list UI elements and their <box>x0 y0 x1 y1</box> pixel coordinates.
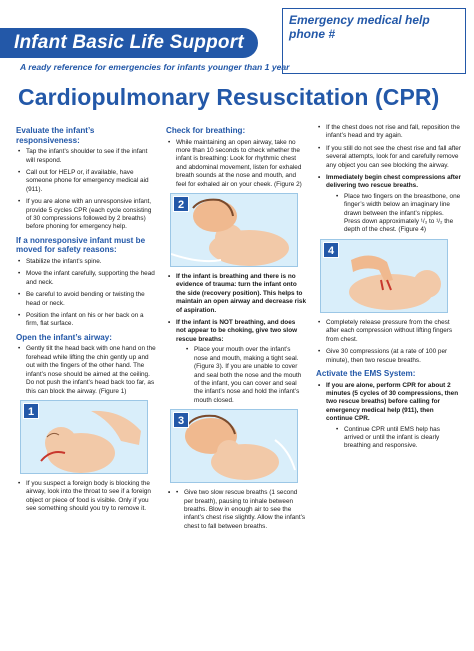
list-airway <box>16 345 156 395</box>
list-item: • If the infant is breathing and there is no evidence of trauma: turn the infant onto the side (recovery position). This helps to maintain an open airway and decrease risk of aspiration. <box>166 273 306 315</box>
chest-compression-illustration <box>321 240 448 313</box>
check-breathing-illustration <box>171 194 298 267</box>
list-chest-check <box>316 124 461 170</box>
list-compressions <box>316 174 461 235</box>
figure-3-rescue-breaths <box>170 409 298 483</box>
list-item: • Move the infant carefully, supporting the head and neck. <box>16 270 156 287</box>
figure-1-head-tilt <box>20 400 148 474</box>
list-ems <box>316 382 461 451</box>
list-item: • Place your mouth over the infant’s nose and mouth, making a tight seal. (Figure 3). If you are unable to cover and seal both the nose and the mouth of the infant, you can cover and seal the infant’s nose and hold the infant’s mouth closed. <box>184 346 306 405</box>
subtitle: A ready reference for emergencies for infants younger than 1 year <box>20 62 290 72</box>
list-item: • Be careful to avoid bending or twisting the head or neck. <box>16 291 156 308</box>
infant-head-tilt-illustration <box>21 401 148 474</box>
list-item-heading-text: Immediately begin chest compressions after delivering two rescue breaths. <box>326 174 461 190</box>
list-item-heading-text: If the infant is NOT breathing, and does not appear to be choking, give two slow rescue breaths: <box>176 319 298 343</box>
list-item: • Give 30 compressions (at a rate of 100 per minute), then two rescue breaths. <box>316 348 461 365</box>
list-item-heading <box>166 489 306 531</box>
figure-number: 2 <box>173 196 189 212</box>
list-item: • If the chest does not rise and fall, reposition the infant’s head and try again. <box>316 124 461 141</box>
list-check-breathing <box>166 139 306 189</box>
list-item: • If you still do not see the chest rise and fall after several attempts, look for and carefully remove any object you can see blocking the airway. <box>316 145 461 170</box>
list-item: • Position the infant on his or her back on a firm, flat surface. <box>16 312 156 329</box>
list-move <box>16 258 156 329</box>
heading-check-breathing: Check for breathing: <box>166 126 246 135</box>
list-item: • Continue CPR until EMS help has arrived or until the infant is clearly breathing and responsive. <box>334 426 461 451</box>
page-title: Cardiopulmonary Resuscitation (CPR) <box>18 84 440 110</box>
rescue-breath-illustration <box>171 410 298 483</box>
list-item: • Completely release pressure from the chest after each compression without lifting fingers from chest. <box>316 319 461 344</box>
list-item: • Stabilize the infant’s spine. <box>16 258 156 266</box>
phone-label: Emergency medical help phone # <box>289 13 430 41</box>
figure-number: 4 <box>323 242 339 258</box>
list-item: • Place two fingers on the breastbone, one finger’s width below an imaginary line drawn between the infant’s nipples. Press down approximately ¹/₃ to ¹/₂ the depth of the chest. (Figure 4) <box>334 193 461 235</box>
figure-4-chest-compressions <box>320 239 448 313</box>
list-item-heading <box>166 319 306 405</box>
figure-number: 1 <box>23 403 39 419</box>
figure-number: 3 <box>173 412 189 428</box>
phone-number-box <box>282 8 466 74</box>
heading-evaluate-responsiveness: Evaluate the infant’s responsiveness: <box>16 126 95 145</box>
sublist <box>326 193 461 235</box>
list-give-breaths <box>166 489 306 531</box>
column-1 <box>16 124 156 518</box>
list-evaluate <box>16 148 156 232</box>
list-item-heading <box>316 174 461 235</box>
sublist <box>326 426 461 451</box>
list-foreign-body <box>16 480 156 514</box>
sublist <box>176 346 306 405</box>
sublist <box>166 489 306 531</box>
figure-2-check-breathing <box>170 193 298 267</box>
list-item: • If you are alone with an unresponsive infant, provide 5 cycles CPR (each cycle consisting of 30 compressions followed by 2 breaths) before phoning for emergency help. <box>16 198 156 232</box>
heading-move-infant: If a nonresponsive infant must be moved for safety reasons: <box>16 235 146 255</box>
column-3 <box>316 124 461 455</box>
list-breathing-yes <box>166 273 306 315</box>
list-item: • While maintaining an open airway, take no more than 10 seconds to check whether the infant is breathing: Look for rhythmic chest and abdominal movement, listen for exhaled breath sounds at the nose and mouth, and feel for exhaled air on your cheek. (Figure 2) <box>166 139 306 189</box>
list-item: • Tap the infant’s shoulder to see if the infant will respond. <box>16 148 156 165</box>
list-item: • • Give two slow rescue breaths (1 second per breath), pausing to inhale between breaths. Blow in enough air to see the infant’s chest rise slightly. Allow the infant’s chest to fall between breaths. <box>174 489 306 531</box>
list-item: • If you suspect a foreign body is blocking the airway, look into the throat to see if a foreign object or piece of food is visible. Only if you see something should you try to remove it. <box>16 480 156 514</box>
list-item: • Call out for HELP or, if available, have someone phone for emergency medical aid (911). <box>16 169 156 194</box>
heading-open-airway: Open the infant’s airway: <box>16 332 112 342</box>
column-2 <box>166 124 306 535</box>
heading-activate-ems: Activate the EMS System: <box>316 368 416 378</box>
list-item-heading-text: If you are alone, perform CPR for about 2 minutes (5 cycles of 30 compressions, then two rescue breaths) before calling for emergency medical help (911), then continue CPR. <box>326 381 459 423</box>
banner-title: Infant Basic Life Support <box>0 28 258 58</box>
list-breathing-no <box>166 319 306 405</box>
list-release <box>316 319 461 365</box>
list-item: • Gently tilt the head back with one hand on the forehead while lifting the chin gently up and out with the fingers of the other hand. The infant’s nose should be aimed at the ceiling. Do not push the infant’s head back too far, as this can block the airway. (Figure 1) <box>16 345 156 395</box>
list-item-heading <box>316 382 461 451</box>
